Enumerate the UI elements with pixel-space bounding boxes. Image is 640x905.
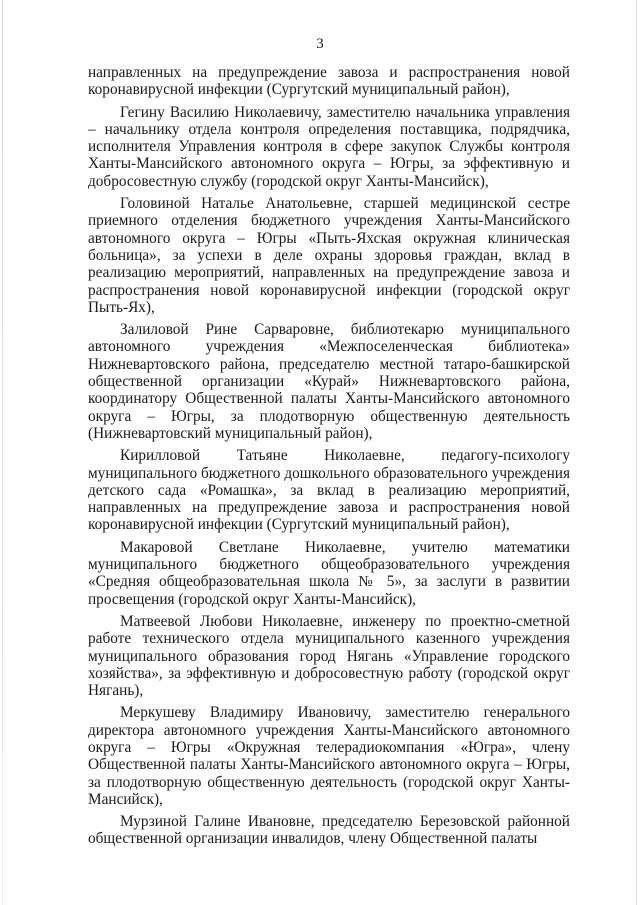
award-paragraph: Гегину Василию Николаевичу, заместителю начальника управления – начальнику отдела контроля определения поставщика, подрядчика, исполнителя Управления контроля в сфере закупок Службы контроля Ханты-Мансийского автономного округа – Югры, за эффективную и добросовестную службу (городской округ Ханты-Мансийск), <box>88 103 570 190</box>
award-paragraph: Залиловой Рине Сарваровне, библиотекарю муниципального автономного учреждения «Межпоселенческая библиотека» Нижневартовского района, председателю местной татаро-башкирской общественной организации «Курай» Нижневартовского района, координатору Общественной палаты Ханты-Мансийского автономного округа – Югры, за плодотворную общественную деятельность (Нижневартовский муниципальный район), <box>88 321 570 442</box>
award-paragraph: Головиной Наталье Анатольевне, старшей медицинской сестре приемного отделения бюджетного учреждения Ханты-Мансийского автономного округа – Югры «Пыть-Яхская окружная клиническая больница», за успехи в деле охраны здоровья граждан, вклад в реализацию мероприятий, направленных на предупреждение завоза и распространения новой коронавирусной инфекции (городской округ Пыть-Ях), <box>88 195 570 316</box>
award-paragraph: Меркушеву Владимиру Ивановичу, заместителю генерального директора автономного учреждения Ханты-Мансийского автономного округа – Югры «Окружная телерадиокомпания «Югра», члену Общественной палаты Ханты-Мансийского автономного округа – Югры, за плодотворную общественную деятельность (городской округ Ханты-Мансийск), <box>88 704 570 808</box>
paragraph-continuation: направленных на предупреждение завоза и распространения новой коронавирусной инфекции (Сургутский муниципальный район), <box>88 64 570 99</box>
scan-edge-right <box>636 0 637 905</box>
document-body <box>88 64 570 848</box>
scan-edge-left <box>2 0 3 905</box>
award-paragraph: Макаровой Светлане Николаевне, учителю математики муниципального бюджетного общеобразовательного учреждения «Средняя общеобразовательная школа № 5», за заслуги в развитии просвещения (городской округ Ханты-Мансийск), <box>88 538 570 608</box>
page-number: 3 <box>316 36 324 52</box>
award-paragraph: Кирилловой Татьяне Николаевне, педагогу-психологу муниципального бюджетного дошкольного образовательного учреждения детского сада «Ромашка», за вклад в реализацию мероприятий, направленных на предупреждение завоза и распространения новой коронавирусной инфекции (Сургутский муниципальный район), <box>88 447 570 534</box>
award-paragraph: Матвеевой Любови Николаевне, инженеру по проектно-сметной работе технического отдела муниципального казенного учреждения муниципального образования город Нягань «Управление городского хозяйства», за эффективную и добросовестную работу (городской округ Нягань), <box>88 612 570 700</box>
award-paragraph: Мурзиной Галине Ивановне, председателю Березовской районной общественной организации инвалидов, члену Общественной палаты <box>88 813 570 848</box>
